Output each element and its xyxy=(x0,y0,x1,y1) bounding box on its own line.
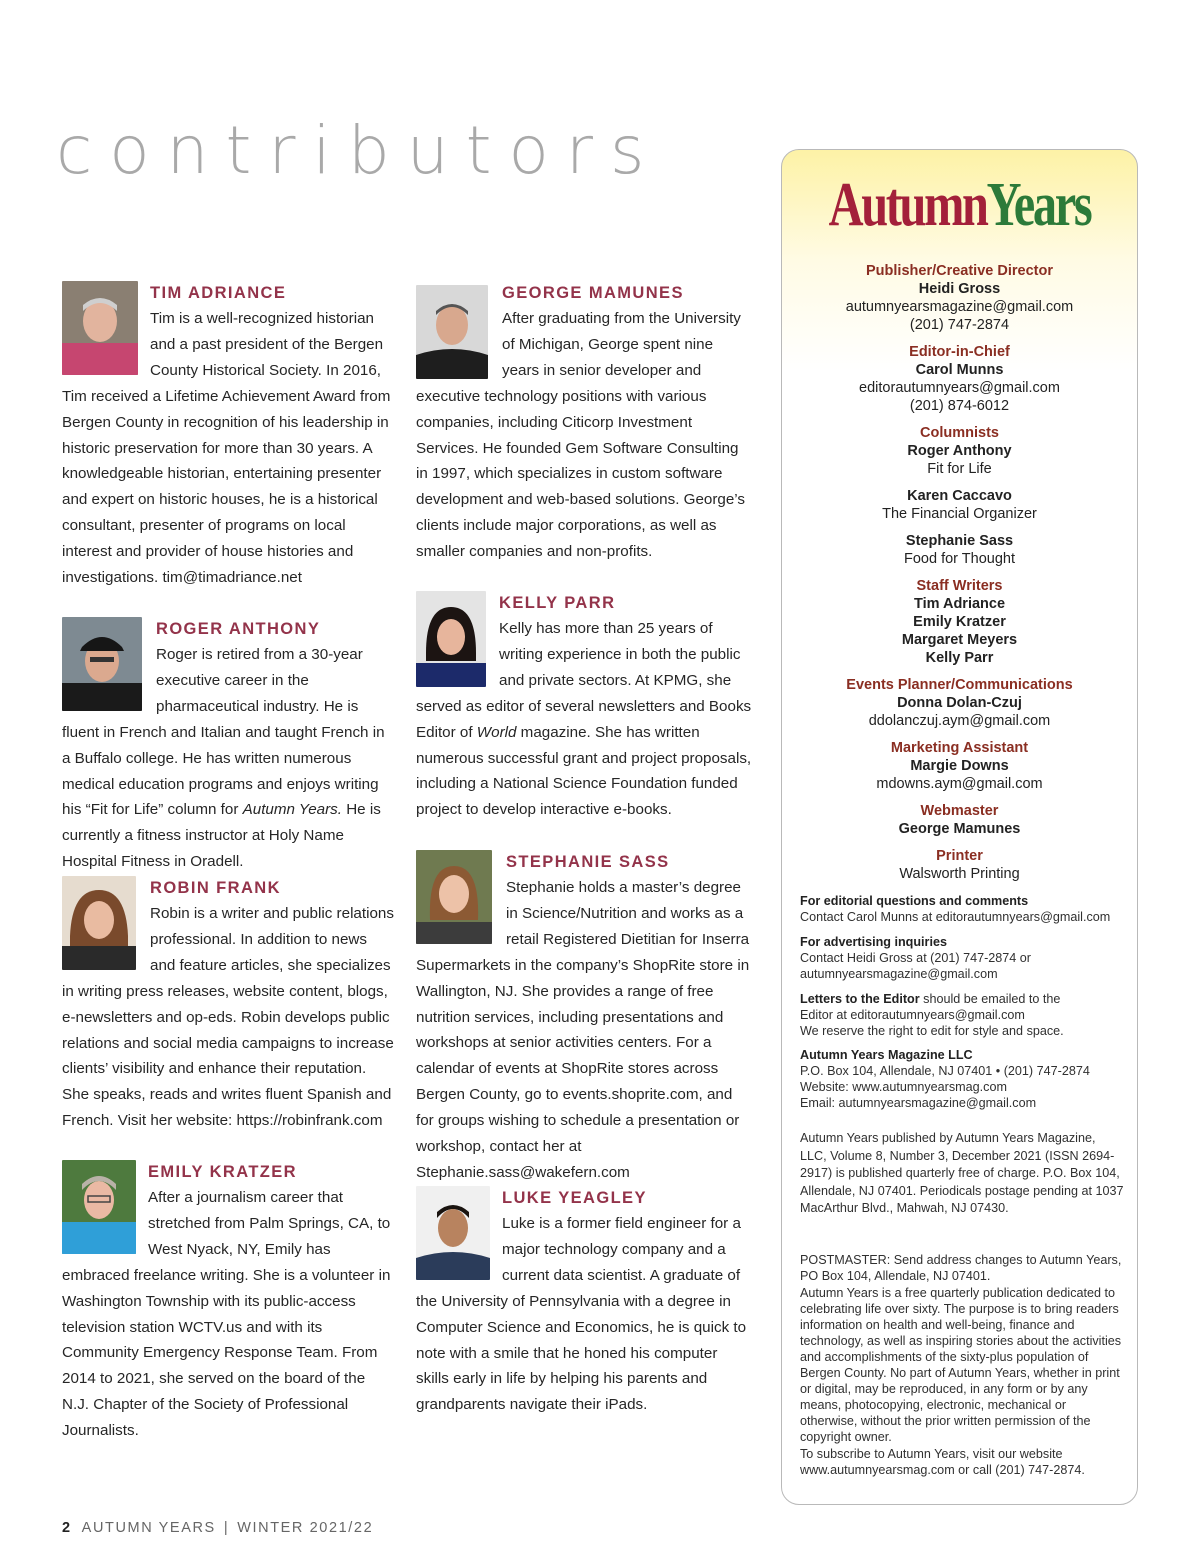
staff-writer: Emily Kratzer xyxy=(913,614,1006,630)
contributor-name: STEPHANIE SASS xyxy=(506,853,670,871)
staff-writer: Tim Adriance xyxy=(913,596,1006,612)
staff-role: Marketing Assistant xyxy=(890,740,1029,756)
advertising-contact: For advertising inquiries Contact Heidi Gross at (201) 747-2874 or autumnyearsmagazine@gmail.com xyxy=(800,935,1032,981)
contributor-photo xyxy=(416,591,486,687)
staff-role: Publisher/Creative Director xyxy=(866,263,1053,279)
contributor-name: ROBIN FRANK xyxy=(150,879,281,897)
contributor-photo xyxy=(416,850,492,944)
contributor-name: ROGER ANTHONY xyxy=(156,620,321,638)
staff-email: autumnyearsmagazine@gmail.com xyxy=(845,299,1074,315)
contributor-bio xyxy=(62,281,396,591)
contributor-bio xyxy=(416,1186,752,1418)
contributor-name: KELLY PARR xyxy=(499,594,616,612)
contributor-bio xyxy=(416,281,752,565)
footer-issue: WINTER 2021/22 xyxy=(237,1520,374,1536)
column-title: Food for Thought xyxy=(904,551,1015,567)
contributor-text: Kelly has more than 25 years of writing experience in both the public and private sectors. At KPMG, she served as editor of several newsletters and Books Editor of World magazine. She has written numerous successful grant and project proposals, including a National Science Foundation funded project to develop interactive e-books. xyxy=(416,620,752,819)
staff-name: Margie Downs xyxy=(910,758,1009,774)
contributor-bio xyxy=(62,617,396,875)
staff-writer: Kelly Parr xyxy=(925,650,994,666)
staff-role: Staff Writers xyxy=(916,578,1003,594)
columnist-name: Roger Anthony xyxy=(907,443,1012,459)
staff-role: Editor-in-Chief xyxy=(909,344,1010,360)
staff-email: ddolanczuj.aym@gmail.com xyxy=(868,713,1051,729)
staff-list xyxy=(782,262,1137,883)
company-info: Autumn Years Magazine LLC P.O. Box 104, Allendale, NJ 07401 • (201) 747-2874 Website: www.autumnyearsmag.com Email: autumnyearsmagazine@gmail.com xyxy=(800,1048,1090,1110)
staff-role: Columnists xyxy=(920,425,999,441)
columnist-name: Stephanie Sass xyxy=(905,533,1014,549)
staff-email: mdowns.aym@gmail.com xyxy=(876,776,1043,792)
contributor-text: Roger is retired from a 30-year executive career in the pharmaceutical industry. He is fluent in French and Italian and taught French in a Buffalo college. He has written numerous medical education programs and enjoys writing his “Fit for Life” column for Autumn Years. He is currently a fitness instructor at Holy Name Hospital Fitness in Oradell. xyxy=(62,646,385,871)
contributor-text: Luke is a former field engineer for a major technology company and a current data scientist. A graduate of the University of Pennsylvania with a degree in Computer Science and Economics, he is quick to note with a smile that he honed his computer skills early in life by helping his parents and grandparents navigate their iPads. xyxy=(416,1215,747,1414)
masthead-panel xyxy=(781,149,1138,1505)
contributor-bio xyxy=(416,591,752,823)
staff-writer: Margaret Meyers xyxy=(901,632,1018,648)
contributor-text: Tim is a well-recognized historian and a past president of the Bergen County Historical Society. In 2016, Tim received a Lifetime Achievement Award from Bergen County in recognition of his leadership in historic preservation for more than 30 years. A knowledgeable historian, entertaining presenter and expert on historic houses, he is a historical consultant, presenter of programs on local interest and provider of house histories and investigations. tim@timadriance.net xyxy=(62,310,391,587)
staff-role: Printer xyxy=(936,848,983,864)
columnist-name: Karen Caccavo xyxy=(907,488,1012,504)
postmaster-statement: POSTMASTER: Send address changes to Autumn Years, PO Box 104, Allendale, NJ 07401. xyxy=(800,1253,1122,1283)
page-number: 2 xyxy=(62,1520,72,1536)
contributor-photo xyxy=(62,876,136,970)
contributor-name: GEORGE MAMUNES xyxy=(502,284,684,302)
contributor-name: TIM ADRIANCE xyxy=(150,284,287,302)
staff-email: editorautumnyears@gmail.com xyxy=(859,380,1060,396)
contributor-text: After graduating from the University of Michigan, George spent nine years in senior developer and executive technology positions with various companies, including Citicorp Investment Services. He founded Gem Software Consulting in 1997, which specializes in custom software development and web-based solutions. George’s clients include major corporations, as well as smaller companies and non-profits. xyxy=(416,310,745,561)
contributor-name: LUKE YEAGLEY xyxy=(502,1189,647,1207)
contributor-text: After a journalism career that stretched from Palm Springs, CA, to West Nyack, NY, Emily has embraced freelance writing. She is a volunteer in Washington Township with its public-access television station WCTV.us and with its Community Emergency Response Team. From 2014 to 2021, she served on the board of the N.J. Chapter of the Society of Professional Journalists. xyxy=(62,1189,391,1440)
contributor-bio xyxy=(62,1160,396,1444)
footer-magazine: AUTUMN YEARS xyxy=(81,1520,216,1536)
staff-phone: (201) 874-6012 xyxy=(909,398,1010,414)
contributor-photo xyxy=(416,285,488,379)
footer-separator: | xyxy=(223,1520,230,1536)
publication-statement: Autumn Years published by Autumn Years Magazine, LLC, Volume 8, Number 3, December 2021 (ISSN 2694-2917) is published quarterly free of charge. P.O. Box 104, Allendale, NJ 07401. Periodicals postage pending at 1037 MacArthur Blvd., Mahwah, NJ 07430. xyxy=(800,1131,1124,1215)
about-text: Autumn Years is a free quarterly publication dedicated to celebrating life over sixty. The purpose is to bring readers information on health and well-being, finance and technology, as well as inspiring stories about the activities and accomplishments of the sixty-plus population of Bergen County. No part of Autumn Years, whether in print or digital, may be reproduced, in any form or by any means, photocopying, electronic, mechanical or otherwise, without the prior written permission of the copyright owner. xyxy=(800,1286,1122,1444)
contributor-text: Stephanie holds a master’s degree in Science/Nutrition and works as a retail Registered Dietitian for Inserra Supermarkets in the company’s ShopRite store in Wallington, NJ. She provides a range of free nutrition services, including presentations and workshops at senior activities centers. For a calendar of events at ShopRite stores across Bergen County, go to events.shoprite.com, and for groups wishing to schedule a presentation or workshop, contact her at Stephanie.sass@wakefern.com xyxy=(416,879,750,1181)
contributor-photo xyxy=(62,281,138,375)
contributor-bio xyxy=(62,876,396,1134)
printer-name: Walsworth Printing xyxy=(899,866,1020,882)
magazine-logo: AutumnYears xyxy=(828,171,1091,239)
editorial-contact: For editorial questions and comments Contact Carol Munns at editorautumnyears@gmail.com xyxy=(800,894,1111,924)
column-title: The Financial Organizer xyxy=(882,506,1037,522)
staff-role: Webmaster xyxy=(920,803,999,819)
column-title: Fit for Life xyxy=(927,461,992,477)
page-title: contributors xyxy=(56,112,662,189)
letters-to-editor: Letters to the Editor should be emailed to the Editor at editorautumnyears@gmail.com We reserve the right to edit for style and space. xyxy=(800,992,1064,1038)
staff-role: Events Planner/Communications xyxy=(846,677,1073,693)
page-footer xyxy=(62,1518,373,1538)
staff-phone: (201) 747-2874 xyxy=(909,317,1010,333)
contributor-photo xyxy=(62,617,142,711)
contributor-photo xyxy=(416,1186,490,1280)
staff-name: Donna Dolan-Czuj xyxy=(897,695,1022,711)
contributor-name: EMILY KRATZER xyxy=(148,1163,297,1181)
contributor-photo xyxy=(62,1160,136,1254)
staff-name: Heidi Gross xyxy=(918,281,1001,297)
contributor-text: Robin is a writer and public relations professional. In addition to news and feature articles, she specializes in writing press releases, website content, blogs, e-newsletters and op-eds. Robin develops public relations and social media campaigns to increase clients’ visibility and enhance their reputation. She speaks, reads and writes fluent Spanish and French. Visit her website: https://robinfrank.com xyxy=(62,905,394,1130)
subscribe-text: To subscribe to Autumn Years, visit our website www.autumnyearsmag.com or call (201) 747-2874. xyxy=(800,1447,1085,1477)
staff-name: George Mamunes xyxy=(898,821,1021,837)
staff-name: Carol Munns xyxy=(915,362,1004,378)
contributor-bio xyxy=(416,850,752,1186)
